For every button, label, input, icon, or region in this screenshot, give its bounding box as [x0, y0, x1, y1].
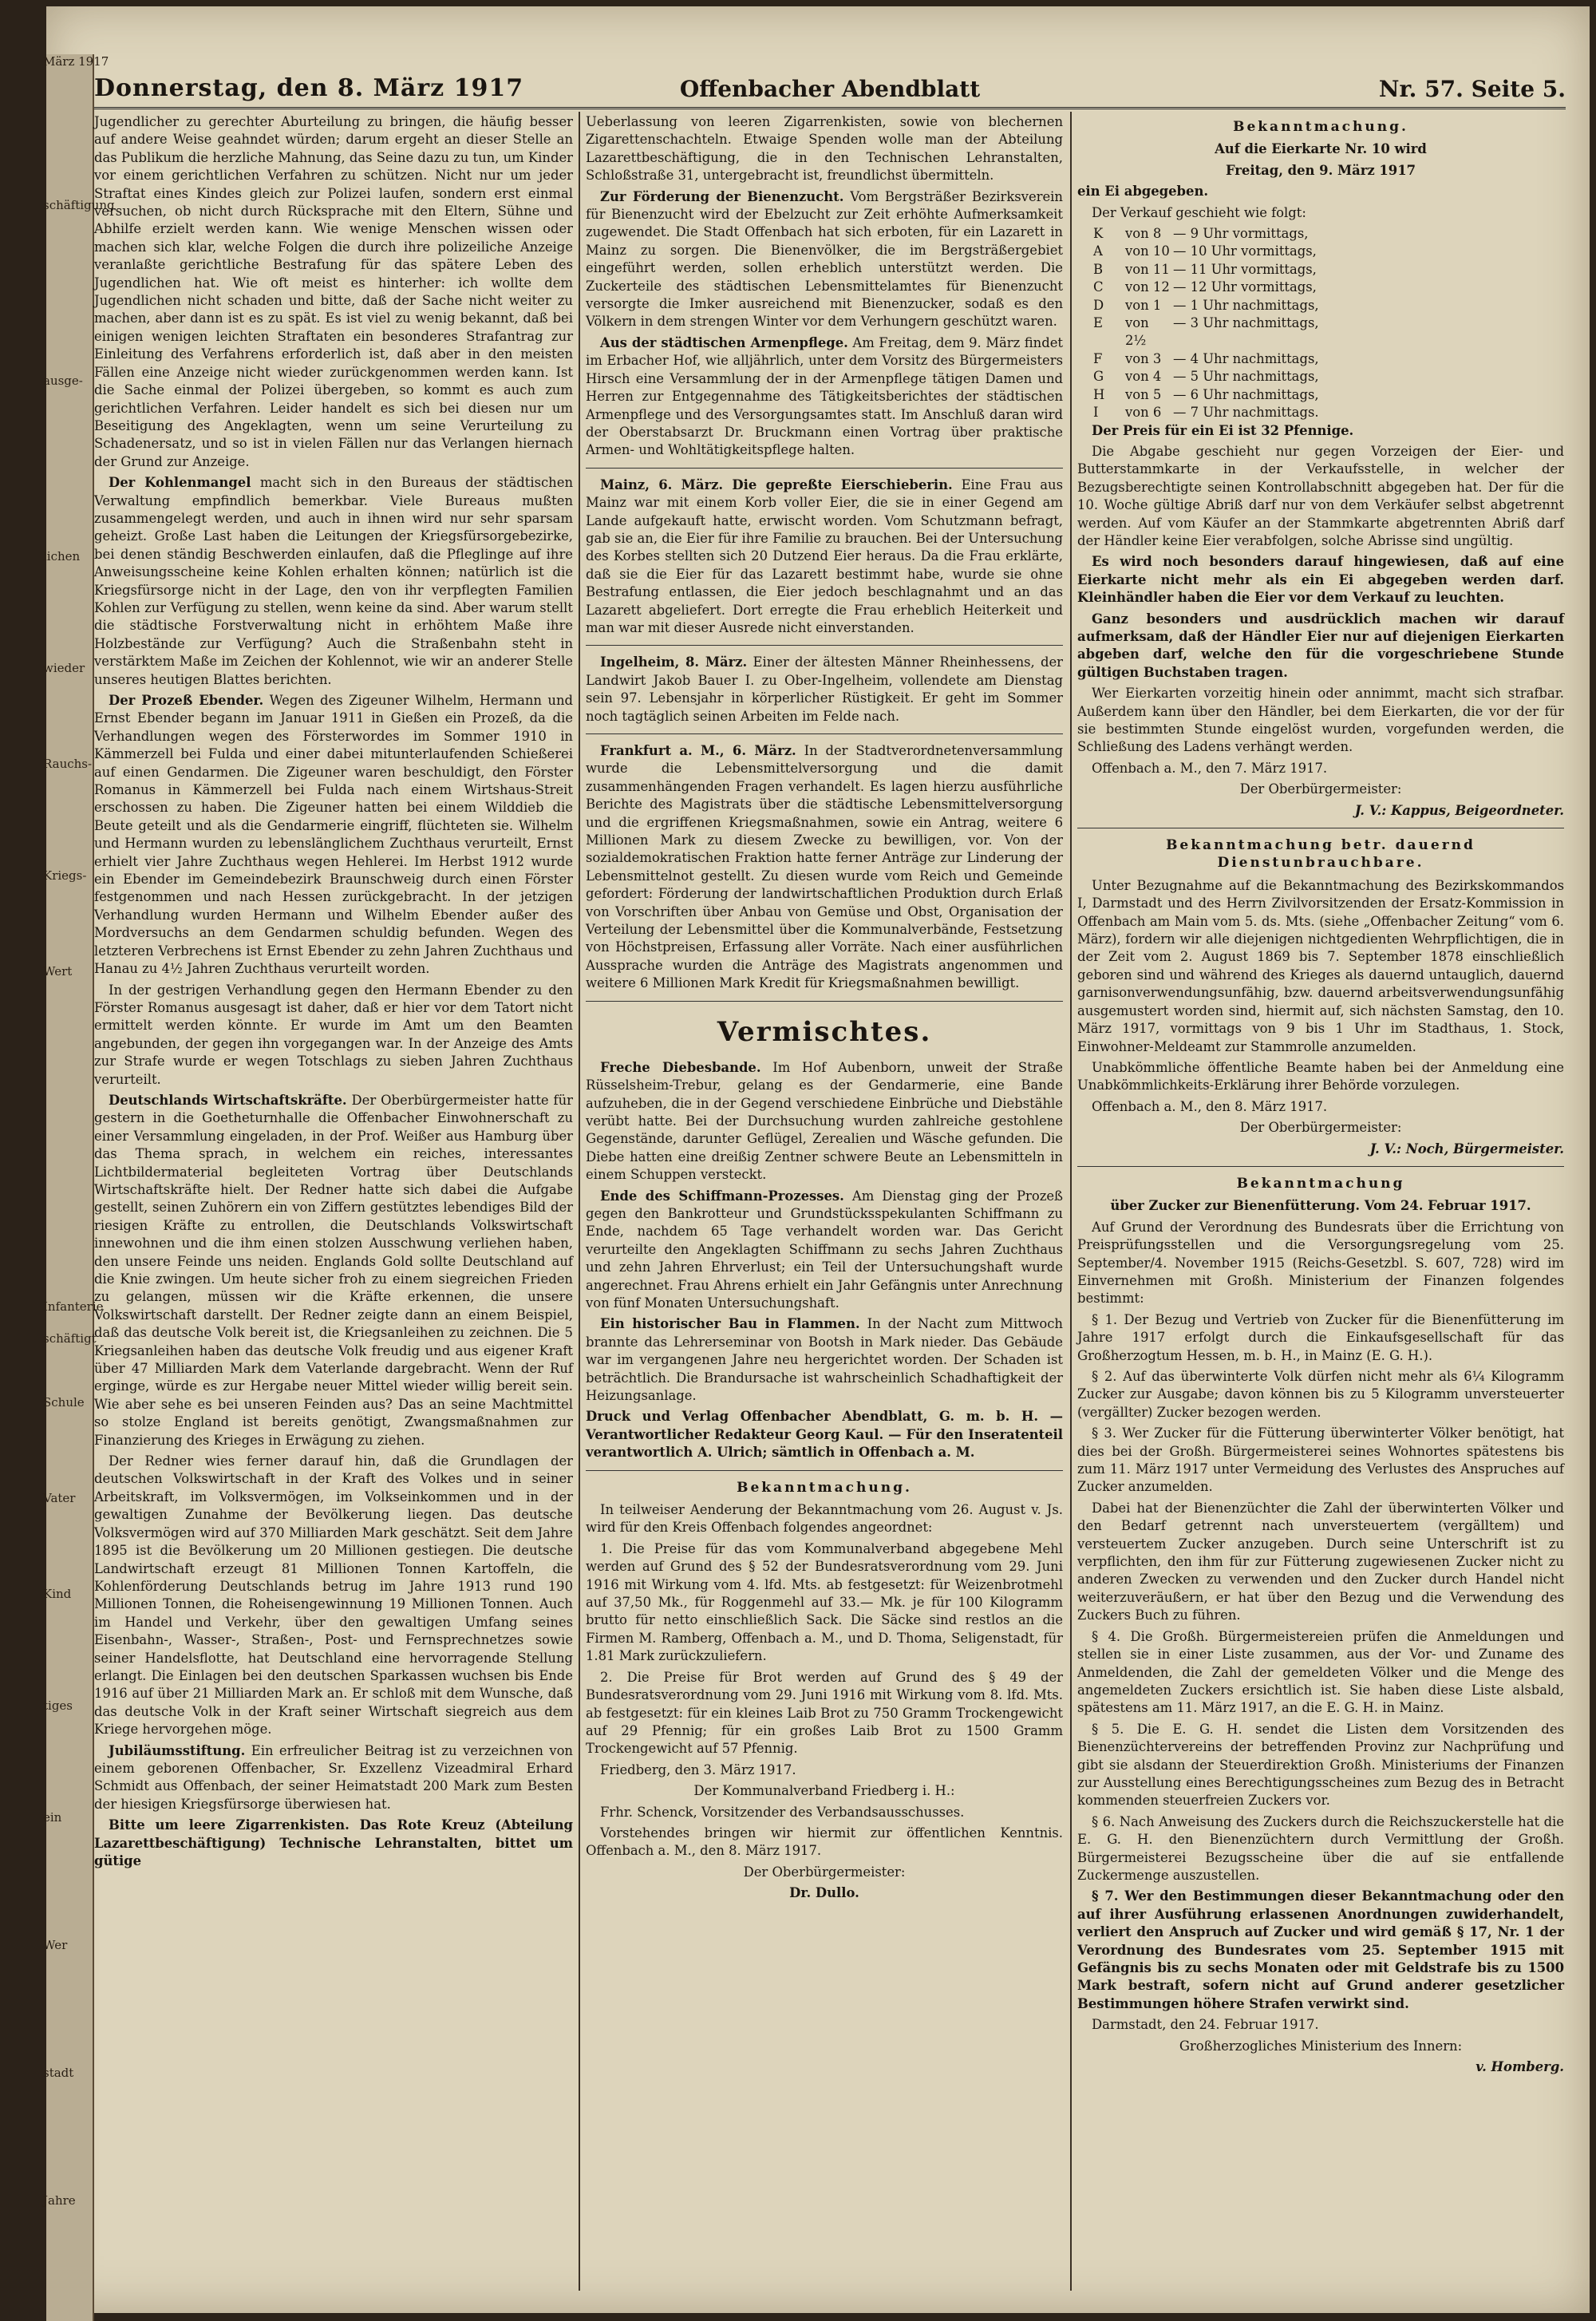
schedule-from: von 12 [1125, 279, 1170, 295]
margin-text: lichen [43, 549, 81, 563]
column-divider [579, 112, 580, 2291]
notice-text: § 1. Der Bezug und Vertrieb von Zucker für die Bienenfütterung im Jahre 1917 erfolgt durch die Einkaufsgesellschaft für das Großherzogtum Hessen, m. b. H., in Mainz (E. G. H.). [1077, 1311, 1564, 1363]
notice-text: § 5. Die E. G. H. sendet die Listen dem Vorsitzenden des Bienenzüchtervereins der betreffenden Provinz zur Nachprüfung und gibt sie alsdann der Steuerdirektion Großh. Ministeriums der Finanzen zur Ausstellung eines Berechtigungsscheines zum Bezug des in Betracht kommenden steuerfreien Zuckers vor. [1077, 1721, 1564, 1809]
imprint: Druck und Verlag Offenbacher Abendblatt, G. m. b. H. — Verantwortlicher Redakteur Georg Kaul. — Für den Inseratenteil verantwortlich A. Ulrich; sämtlich in Offenbach a. M. [586, 1409, 1063, 1461]
schedule-row [1093, 261, 1564, 279]
schedule-to: — 9 Uhr vormittags, [1173, 226, 1309, 242]
notice-title: Bekanntmachung [1236, 1175, 1405, 1192]
schedule-row [1093, 279, 1564, 296]
article-text: Eine Frau aus Mainz war mit einem Korb voller Eier, die sie in einer Gegend am Lande aufgekauft hatte, erwischt worden. Vom Schutzmann befragt, gab sie an, die Eier für ihre Familie zu brauchen. Bei der Untersuchung des Korbes stellten sich 20 Dutzend Eier heraus. Da die Frau erklärte, daß sie die Eier für das Lazarett bestimmt habe, wurde sie ohne Bestrafung entlassen, die Eier jedoch beschlagnahmt und an das Lazarett abgeliefert. Dort erregte die Frau erheblich Heiterkeit und man war mit dieser Ausrede nicht einverstanden. [586, 476, 1064, 635]
notice-signature: Dr. Dullo. [789, 1885, 859, 1901]
schedule-letter: K [1093, 226, 1104, 242]
article-lead: Ingelheim, 8. März. [600, 654, 748, 670]
margin-text: Rauchs- [43, 757, 93, 771]
notice-text: Wer Eierkarten vorzeitig hinein oder annimmt, macht sich strafbar. Außerdem kann über den Händler, bei dem Eierkarten, die vor der für sie bestimmten Stunde eingelöst wurden, vorgefunden werden, die Schließung des Ladens verhängt werden. [1077, 686, 1564, 755]
section-heading: Vermischtes. [717, 1015, 932, 1048]
notice-place-date: Darmstadt, den 24. Februar 1917. [1092, 2017, 1319, 2033]
schedule-from: von 1 [1125, 297, 1162, 313]
notice-text: § 4. Die Großh. Bürgermeistereien prüfen die Anmeldungen und stellen sie in einer Liste zusammen, aus der Vor- und Zuname des Anmeldenden, die Zahl der gemeldeten Völker und die Menge des angemeldeten Zuckers ersichtlich ist. Sie haben diese Liste alsbald, spätestens am 11. März 1917, an die E. G. H. in Mainz. [1077, 1628, 1564, 1716]
notice-place-date: Friedberg, den 3. März 1917. [600, 1762, 796, 1777]
article-lead: Deutschlands Wirtschaftskräfte. [109, 1092, 347, 1108]
article-flammen [586, 1315, 1063, 1405]
notice-text: Unter Bezugnahme auf die Bekanntmachung des Bezirkskommandos I, Darmstadt und des Herrn Zivilvorsitzenden der Ersatz-Kommission in Offenbach am Main vom 5. ds. Mts. (siehe „Offenbacher Zeitung“ vom 6. März), fordern wir alle diejenigen nichtgedienten Wehrpflichtigen, die in der Zeit vom 2. August 1869 bis 7. September 1878 einschließlich geboren sind und während des Krieges als dauernd untauglich, dauernd garnisonverwendungsunfähig, bzw. dauernd arbeitsverwendungsunfähig ausgemustert worden sind, hiermit auf, sich nächsten Samstag, den 10. März 1917, vormittags von 9 bis 1 Uhr im Stadthaus, 1. Stock, Einwohner-Meldeamt zur Stammrolle anzumelden. [1077, 877, 1564, 1054]
schedule-row [1093, 404, 1564, 421]
margin-text: Infanterie [43, 1299, 104, 1314]
schedule-row [1093, 297, 1564, 314]
article-text: Am Dienstag ging der Prozeß gegen den Bankrotteur und Grundstücksspekulanten Schiffmann zu Ende, nachdem 65 Tage verhandelt worden war. Das Gericht verurteilte den Angeklagten Schiffmann zu sechs Jahren Zuchthaus und zehn Jahren Ehrverlust; ein Teil der Untersuchungshaft wurde angerechnet. Frau Ahrens erhielt ein Jahr Gefängnis unter Anrechnung von fünf Monaten Untersuchungshaft. [586, 1188, 1063, 1311]
divider [586, 1470, 1063, 1471]
notice-text: 2. Die Preise für Brot werden auf Grund des § 49 der Bundesratsverordnung vom 29. Juni 1916 mit Wirkung vom 8. lfd. Mts. ab festgesetzt: für ein kleines Laib Brot zu 750 Gramm Trockengewicht auf 29 Pfennig; für ein großes Laib Brot zu 1500 Gramm Trockengewicht auf 57 Pfennig. [586, 1669, 1063, 1757]
notice-text: Auf Grund der Verordnung des Bundesrats über die Errichtung von Preisprüfungsstellen und die Versorgungsregelung vom 25. September/4. November 1915 (Reichs-Gesetzbl. S. 607, 728) wird im Einvernehmen mit Großh. Ministerium der Finanzen folgendes bestimmt: [1077, 1219, 1564, 1307]
schedule-letter: I [1093, 405, 1099, 421]
egg-schedule [1077, 225, 1564, 421]
article-text: Im Hof Aubenborn, unweit der Straße Rüsselsheim-Trebur, gelang es der Gendarmerie, eine Bande aufzuheben, die in der Gegend verschiedene Einbrüche und Diebstähle verübt hatte. Bei der Durchsuchung wurden zahlreiche gestohlene Gegenstände, darunter Geflügel, Zerealien und Wäsche gefunden. Die Diebe hatten eine dreißig Zentner schwere Beute an Lebensmitteln in einem Schuppen versteckt. [586, 1059, 1064, 1183]
column-3 [1077, 113, 1564, 2288]
newspaper-title: Offenbacher Abendblatt [679, 76, 981, 102]
page-header [94, 67, 1566, 109]
column-2 [586, 113, 1063, 2288]
schedule-from: von 8 [1125, 226, 1162, 242]
article-text: macht sich in den Bureaus der städtischen Verwaltung empfindlich bemerkbar. Viele Bureaus mußten zusammengelegt werden, und auch in ihnen wird nur sehr sparsam geheizt. Große Last haben die Leitungen der Kriegsfürsorgebezirke, bei denen ständig Beschwerden einlaufen, daß die Pfleglinge auf ihre Anweisungsscheine keine Kohlen erhalten können; natürlich ist die Kriegsfürsorge nicht in der Lage, den von ihr verpflegten Familien Kohlen zur Verfügung zu stellen, wenn keine da sind. Aber warum stellt die städtische Forstverwaltung nicht in erhöhtem Maße ihre Holzbestände zur Verfügung? Auch die Straßenbahn steht in verstärktem Maße im Zeichen der Kohlennot, wie wir an anderer Stelle unseres heutigen Blattes berichten. [94, 475, 573, 687]
schedule-to: — 11 Uhr vormittags, [1173, 261, 1317, 277]
article-lead: Der Prozeß Ebender. [109, 693, 264, 708]
article-text: Vom Bergsträßer Bezirksverein für Bienenzucht wird der Ebelzucht zur Zeit erhöhte Aufmerksamkeit zugewendet. Die Stadt Offenbach hat sich erboten, für ein Lazarett in Mainz zu sorgen. Die Bienenvölker, die im Bergsträßergebiet eingeführt werden, sollen erheblich unterstützt werden. Die Zuckerteile des städtischen Lebensmittelamtes für Bienenzucht versorgte die Imker ausreichend mit Bienenzucker, sodaß es den Völkern in dem strengen Winter vor dem Verhungern geschützt waren. [586, 188, 1063, 330]
notice-signature: J. V.: Kappus, Beigeordneter. [1354, 802, 1564, 818]
notice-text: Die Abgabe geschieht nur gegen Vorzeigen der Eier- und Butterstammkarte in der Verkaufsstelle, in welcher der Bezugsberechtigte seinen Kontrollabschnitt abgegeben hat. Der für die 10. Woche gültige Abriß darf nur von dem Verkäufer selbst abgetrennt werden. Auf vom Käufer an der Stammkarte abgetrennten Abriß darf der Händler keine Eier verabfolgen, solche Abrisse sind ungültig. [1077, 443, 1564, 548]
schedule-from: von 11 [1125, 261, 1170, 277]
article-jubilaeum [94, 1742, 573, 1814]
notice-signature: J. V.: Noch, Bürgermeister. [1369, 1141, 1564, 1157]
schedule-row [1093, 350, 1564, 368]
divider [586, 468, 1063, 469]
notice-title: Bekanntmachung. [737, 1479, 912, 1496]
divider [1077, 1166, 1564, 1167]
notice-text: In teilweiser Aenderung der Bekanntmachung vom 26. August v. Js. wird für den Kreis Offenbach folgendes angeordnet: [586, 1502, 1063, 1536]
notice-text: § 2. Auf das überwinterte Volk dürfen nicht mehr als 6¼ Kilogramm Zucker zur Ausgabe; davon können bis zu 5 Kilogramm unversteuerter (vergällter) Zucker bezogen werden. [1077, 1369, 1564, 1420]
article-text: Einer der ältesten Männer Rheinhessens, der Landwirt Jakob Bauer I. zu Ober-Ingelheim, vollendete am Dienstag sein 97. Lebensjahr in körperlicher Rüstigkeit. Er geht im Sommer noch tagtäglich seinen Arbeiten im Felde nach. [586, 654, 1063, 724]
column-1 [94, 113, 573, 2288]
schedule-row [1093, 243, 1564, 260]
article-prozess [94, 692, 573, 979]
article-text: Der Redner wies ferner darauf hin, daß die Grundlagen der deutschen Volkswirtschaft in der Kraft des Volkes und in seiner Arbeitskraft, im Volksvermögen, im Volkseinkommen und in der gewaltigen Zunahme der Bevölkerung liegen. Das deutsche Volksvermögen wird auf 370 Milliarden Mark geschätzt. Seit dem Jahre 1895 ist die Bevölkerung um 20 Millionen gestiegen. Die deutsche Landwirtschaft erzeugt 81 Millionen Tonnen Kartoffeln, die Kohlenförderung Deutschlands betrug im Jahre 1913 rund 190 Millionen Tonnen, die Roheisengewinnung 19 Millionen Tonnen. Auch im Handel und Verkehr, über den gewaltigen Umfang seines Eisenbahn-, Wasser-, Straßen-, Post- und Fernsprechnetzes sowie seiner Handelsflotte, hat Deutschland eine hervorragende Stellung erlangt. Die Einlagen bei den deutschen Sparkassen wuchsen bis Ende 1916 auf über 21 Milliarden Mark an. Er schloß mit dem Wunsche, daß das deutsche Volk in der Kraft seiner Wirtschaft siegreich aus dem Kriege hervorgehen möge. [94, 1453, 573, 1738]
article-lead: Freche Diebesbande. [600, 1059, 761, 1075]
notice-text: § 7. Wer den Bestimmungen dieser Bekanntmachung oder den auf ihrer Ausführung erlassenen Anordnungen zuwiderhandelt, verliert den Anspruch auf Zucker und wird gemäß § 17, Nr. 1 der Verordnung des Bundesrates vom 25. September 1915 mit Gefängnis bis zu sechs Monaten oder mit Geldstrafe bis zu 1500 Mark bestraft, sofern nicht auf Grund anderer gesetzlicher Bestimmungen höhere Strafen verwirkt sind. [1077, 1888, 1564, 2011]
divider [586, 733, 1063, 734]
schedule-to: — 1 Uhr nachmittags, [1173, 297, 1319, 313]
notice-text: Der Verkauf geschieht wie folgt: [1092, 204, 1306, 220]
notice-authority: Der Oberbürgermeister: [1239, 1120, 1402, 1136]
column-divider [1070, 112, 1072, 2291]
schedule-from: von 2½ [1125, 315, 1149, 349]
article-wirtschaft [94, 1092, 573, 1449]
article-lead: Ende des Schiffmann-Prozesses. [600, 1188, 844, 1204]
notice-place-date: Offenbach a. M., den 7. März 1917. [1092, 760, 1328, 776]
margin-text: Jahre [43, 2193, 76, 2208]
notice-text: 1. Die Preise für das vom Kommunalverband abgegebene Mehl werden auf Grund des § 52 der Bundesratsverordnung vom 29. Juni 1916 mit Wirkung vom 4. lfd. Mts. ab festgesetzt: für Weizenbrotmehl auf 37,50 Mk., für Roggenmehl auf 33.— Mk. je für 100 Kilogramm brutto für netto einschließlich Sack. Die Säcke sind restlos an die Firmen M. Ramberg, Offenbach a. M., und D. Thoma, Seligenstadt, für 1.81 Mark zurückzuliefern. [586, 1540, 1063, 1664]
margin-text: Kind [43, 1587, 72, 1601]
schedule-letter: B [1093, 261, 1104, 277]
notice-title: Bekanntmachung betr. dauernd Dienstunbrauchbare. [1166, 837, 1476, 872]
article-text: Am Freitag, dem 9. März findet im Erbacher Hof, wie alljährlich, unter dem Vorsitz des Bürgermeisters Hirsch eine Versammlung der in der Armenpflege tätigen Damen und Herren zur Entgegennahme des Tätigkeitsberichtes der städtischen Armenpflege und des Versorgungsamtes statt. Im Anschluß daran wird der Oberstabsarzt Dr. Bruckmann einen Vortrag über praktische Armen- und Wohltätigkeitspflege halten. [586, 334, 1064, 458]
notice-authority: Der Kommunalverband Friedberg i. H.: [693, 1783, 955, 1799]
margin-text: März 1917 [43, 54, 109, 69]
article-text: In der Nacht zum Mittwoch brannte das Lehrerseminar von Bootsh in Mark nieder. Das Gebäude war im vergangenen Jahre neu hergerichtet worden. Der Schaden ist beträchtlich. Die Brandursache ist wahrscheinlich Schadhaftigkeit der Heizungsanlage. [586, 1316, 1063, 1403]
notice-title: Bekanntmachung. [1233, 119, 1408, 135]
margin-text: Wer [43, 1938, 68, 1952]
notice-text: Ganz besonders und ausdrücklich machen wir darauf aufmerksam, daß der Händler Eier nur auf diejenigen Eierkarten abgeben darf, welche den für die vorgeschriebene Stunde gültigen Buchstaben tragen. [1077, 611, 1564, 680]
article-text: In der Stadtverordnetenversammlung wurde die Lebensmittelversorgung und die damit zusammenhängenden Fragen verhandelt. Es lagen hierzu ausführliche Berichte des Magistrats über die städtische Lebensmittelversorgung und die ergriffenen Kriegsmaßnahmen, sowie ein Antrag, weitere 6 Millionen Mark zu diesem Zwecke zu bewilligen, vor. Von der sozialdemokratischen Fraktion hatte ferner Anträge zur Linderung der Lebensmittelnot gestellt. Zu diesen wurde vom Reich und Gemeinde gefordert: Förderung der landwirtschaftlichen Produktion durch Erlaß von Vorschriften über Anbau von Gemüse und Obst, Organisation der Verteilung der Lebensmittel über die Kommunalverbände, Festsetzung von Höchstpreisen, Erfassung aller Vorräte. Nach einer ausführlichen Aussprache wurden die Anträge des Magistrats angenommen und weitere 6 Millionen Mark Kredit für Kriegsmaßnahmen bewilligt. [586, 743, 1063, 991]
margin-text: stadt [43, 2066, 74, 2080]
schedule-letter: D [1093, 297, 1104, 313]
notice-subtitle: Auf die Eierkarte Nr. 10 wird [1215, 141, 1427, 157]
article-lead: Der Kohlenmangel [109, 475, 251, 491]
schedule-to: — 4 Uhr nachmittags, [1173, 350, 1319, 366]
notice-signature: v. Homberg. [1476, 2059, 1564, 2075]
schedule-letter: C [1093, 279, 1104, 295]
schedule-row [1093, 368, 1564, 386]
article-diebesbande [586, 1059, 1063, 1184]
schedule-from: von 5 [1125, 386, 1162, 402]
article-ingelheim [586, 654, 1063, 726]
article-text: Ein erfreulicher Beitrag ist zu verzeichnen von einem geborenen Offenbacher, Sr. Exzellenz Vizeadmiral Erhard Schmidt aus Offenbach, der seiner Heimatstadt 200 Mark zum Besten der hiesigen Kriegsfürsorge überwiesen hat. [94, 1742, 573, 1812]
article-text: Ueberlassung von leeren Zigarrenkisten, sowie von blechernen Zigarettenschachteln. Etwaige Spenden wolle man der Abteilung Lazarettbeschäftigung, die in den Technischen Lehranstalten, Schloßstraße 31, untergebracht ist, freundlichst übermitteln. [586, 114, 1063, 184]
schedule-letter: E [1093, 315, 1103, 331]
schedule-to: — 7 Uhr nachmittags. [1173, 405, 1319, 421]
previous-page-margin [43, 54, 115, 2321]
margin-text: tiges [43, 1698, 73, 1713]
schedule-row [1093, 225, 1564, 243]
schedule-letter: H [1093, 386, 1105, 402]
article-lead: Ein historischer Bau in Flammen. [600, 1316, 860, 1332]
schedule-to: — 12 Uhr vormittags, [1173, 279, 1317, 295]
article-lead: Frankfurt a. M., 6. März. [600, 743, 796, 758]
article-text: Jugendlicher zu gerechter Aburteilung zu bringen, die häufig besser auf andere Weise geahndet würden; darum ergeht an dieser Stelle an das Publikum die herzliche Mahnung, das Seine dazu zu tun, um Kinder vor einem gerichtlichen Verfahren zu schützen. Nicht nur um jeder Straftat eines Kindes gleich zur Polizei laufen, sondern erst einmal versuchen, ob nicht durch Rücksprache mit den Eltern, Sühne und Abhilfe erzielt werden kann. Wie wenige Menschen wissen oder machen sich klar, welche Folgen die durch ihre polizeiliche Anzeige veranlaßte gerichtliche Bestrafung für das spätere Leben des Jugendlichen hat. Wie oft meist es hinterher: ich wollte dem Jugendlichen nicht schaden und bitte, daß der Sache nicht weiter zu machen, aber dann ist es zu spät. Es ist viel zu wenig bekannt, daß bei einigen wenigen leichten Straftaten ein besonderes Strafantrag zur Einleitung des Verfahrens erforderlich ist, daß aber in den meisten Fällen eine Anzeige nicht wieder zurückgenommen werden kann. Ist die Sache einmal der Polizei übergeben, so kommt es auch zum gerichtlichen Verfahren. Leider handelt es sich bei diesen nur um Beseitigung des Angeklagten, wenn um seine Verurteilung zu Schadenersatz, und so ist in vielen Fällen nur das Verlangen hiernach der Grund zur Anzeige. [94, 114, 573, 469]
margin-text: ein [43, 1810, 62, 1825]
schedule-to: — 5 Uhr nachmittags, [1173, 369, 1319, 385]
schedule-to: — 10 Uhr vormittags, [1173, 243, 1317, 259]
schedule-letter: A [1093, 243, 1103, 259]
article-text: Bitte um leere Zigarrenkisten. Das Rote Kreuz (Abteilung Lazarettbeschäftigung) Technische Lehranstalten, bittet um gütige [94, 1817, 573, 1868]
article-mainz [586, 476, 1063, 638]
article-frankfurt [586, 742, 1063, 993]
margin-text: schäftigung [43, 198, 115, 212]
notice-text: Dabei hat der Bienenzüchter die Zahl der überwinterten Völker und den Bedarf getrennt nach unversteuertem (vergälltem) und versteuertem Zucker anzugeben. Durch seine Unterschrift ist zu verpflichten, den ihm für zur Fütterung zugewiesenen Zucker nicht zu anderen Zwecken zu verwenden und den Zucker durch Handel nicht weiterzuveräußern, er hat über den Bezug und die Verwendung des Zuckers Buch zu führen. [1077, 1500, 1564, 1623]
divider [586, 1001, 1063, 1002]
article-kohlenmangel [94, 474, 573, 689]
margin-text: wieder [43, 661, 85, 675]
notice-text: Vorstehendes bringen wir hiermit zur öffentlichen Kenntnis. Offenbach a. M., den 8. März 1917. [586, 1825, 1063, 1859]
notice-price: Der Preis für ein Ei ist 32 Pfennige. [1092, 422, 1354, 438]
schedule-from: von 3 [1125, 350, 1162, 366]
newspaper-page [43, 6, 1590, 2313]
article-text: In der gestrigen Verhandlung gegen den Hermann Ebender zu den Förster Romanus ausgesagt ist daher, daß er hier vor dem Tatort nicht ermittelt werden könnte. Er wurde im Amt um den Beamten angebunden, der gegen ihn vorgegangen war. In der Anzeige des Amts zur Strafe wurde er wegen Totschlags zu sieben Jahren Zuchthaus verurteilt. [94, 982, 573, 1087]
schedule-to: — 6 Uhr nachmittags, [1173, 386, 1319, 402]
notice-date: Freitag, den 9. März 1917 [1225, 162, 1416, 178]
divider [586, 645, 1063, 646]
schedule-letter: F [1093, 350, 1103, 366]
notice-authority: Großherzogliches Ministerium des Innern: [1179, 2038, 1463, 2054]
article-text: Wegen des Zigeuner Wilhelm, Hermann und Ernst Ebender begann im Januar 1911 in Gießen ein Prozeß, da die Verhandlungen wegen des Försterwordes im Sommer 1910 in Kämmerzell bei Fulda und einer dabei mitunterlaufenden Schießerei auf einen Gendarmen. Die Zigeuner waren beschuldigt, den Förster Romanus in Kämmerzell bei Fulda nach einem Wirtshaus-Streit erschossen zu haben. Die Zigeuner hatten bei einem Wilddieb die Beute geteilt und als die Gendarmerie eingriff, flüchteten sie. Wilhelm und Hermann wurden zu lebenslänglichem Zuchthaus verurteilt, Ernst erhielt vier Jahre Zuchthaus wegen Hehlerei. Im Herbst 1912 wurde ein Ebender im Gemeindebezirk Braunschweig durch einen Förster festgenommen und nach Hessen zurückgebracht. In der jetzigen Verhandlung wurden Hermann und Wilhelm Ebender außer des Mordversuchs an dem Gendarmen schuldig befunden. Wegen des letzteren Verbrechens ist Ernst Ebender zu zehn Jahren Zuchthaus und Hanau zu 4½ Jahren Zuchthaus verurteilt worden. [94, 693, 573, 977]
margin-text: schäftigt [43, 1331, 97, 1346]
notice-subtitle: ein Ei abgegeben. [1077, 184, 1209, 200]
schedule-from: von 4 [1125, 369, 1162, 385]
article-bienenzucht [586, 188, 1063, 331]
margin-text: Kriegs- [43, 868, 87, 883]
schedule-letter: G [1093, 369, 1104, 385]
schedule-row [1093, 386, 1564, 404]
margin-text: Schule [43, 1395, 85, 1410]
notice-authority: Der Oberbürgermeister: [743, 1864, 906, 1880]
header-date: Donnerstag, den 8. März 1917 [94, 74, 524, 102]
schedule-from: von 6 [1125, 405, 1162, 421]
notice-text: Es wird noch besonders darauf hingewiesen, daß auf eine Eierkarte nicht mehr als ein Ei abgegeben werden darf. Kleinhändler haben die Eier vor dem Verkauf zu leuchten. [1077, 554, 1564, 606]
notice-subtitle: über Zucker zur Bienenfütterung. Vom 24. Februar 1917. [1110, 1198, 1531, 1214]
article-schiffmann [586, 1188, 1063, 1313]
issue-page-number: Nr. 57. Seite 5. [1378, 76, 1566, 102]
schedule-row [1093, 314, 1564, 350]
margin-text: Wert [43, 964, 73, 979]
article-lead: Mainz, 6. März. Die gepreßte Eierschieberin. [600, 476, 953, 492]
margin-text: Vater [43, 1491, 76, 1505]
article-lead: Jubiläumsstiftung. [109, 1742, 246, 1758]
notice-text: § 6. Nach Anweisung des Zuckers durch die Reichszuckerstelle hat die E. G. H. den Bienenzüchtern durch Vermittlung der Großh. Bürgermeisterei Bezugsscheine über die auf sie entfallende Zuckermenge auszustellen. [1077, 1813, 1564, 1883]
article-lead: Zur Förderung der Bienenzucht. [600, 188, 844, 204]
margin-text: ausge- [43, 374, 83, 388]
article-text: Der Oberbürgermeister hatte für gestern in die Goetheturnhalle die Offenbacher Einwohnerschaft zu einer Versammlung eingeladen, in der Prof. Weißer aus Hamburg über das Thema sprach, in welchem ein reiches, interessantes Lichtbildermaterial begleiteten Vortrag über Deutschlands Wirtschaftskräfte hielt. Der Redner hatte sich dabei die Aufgabe gestellt, seinen Zuhörern ein von Ziffern gestütztes lebendiges Bild der riesigen Kräfte zu entrollen, die Deutschlands Volkswirtschaft innewohnen und die ihm einen stolzen Ausschwung verliehen haben, den unsere Feinde uns neiden. Englands Gold sollte Deutschland auf die Knie zwingen. Um heute sicher froh zu einem siegreichen Frieden zu gelangen, müssen wir die Kräfte erkennen, die unsere Volkswirtschaft darstellt. Der Redner zeigte dann an einem Beispiel, daß das deutsche Volk bereit ist, die Kriegsanleihen zu zeichnen. Die 5 Kriegsanleihen haben das deutsche Volk freudig und aus eigener Kraft über 47 Milliarden Mark dem Vaterlande dargebracht. Wenn der Ruf erginge, würde es zur Hergabe neuer Mittel wieder willig bereit sein. Wie aber sehe es bei unseren Feinden aus? Das an seine Machtmittel so stolze England ist bereits genötigt, Zwangsmaßnahmen zur Finanzierung des Krieges in Erwägung zu ziehen. [94, 1092, 573, 1448]
notice-authority: Der Oberbürgermeister: [1239, 781, 1402, 797]
notice-text: § 3. Wer Zucker für die Fütterung überwinterter Völker benötigt, hat dies bei der Großh. Bürgermeisterei seines Wohnortes spätestens bis zum 11. März 1917 unter Vermeidung des Verlustes des Anspruches auf Zucker anzumelden. [1077, 1425, 1564, 1495]
schedule-from: von 10 [1125, 243, 1170, 259]
article-armenpflege [586, 334, 1063, 460]
notice-text: Unabkömmliche öffentliche Beamte haben bei der Anmeldung eine Unabkömmlichkeits-Erklärung ihrer Behörde vorzulegen. [1077, 1059, 1564, 1093]
schedule-to: — 3 Uhr nachmittags, [1173, 315, 1319, 331]
article-lead: Aus der städtischen Armenpflege. [600, 334, 848, 350]
notice-signer: Frhr. Schenck, Vorsitzender des Verbandsausschusses. [600, 1804, 965, 1820]
notice-place-date: Offenbach a. M., den 8. März 1917. [1092, 1098, 1328, 1114]
